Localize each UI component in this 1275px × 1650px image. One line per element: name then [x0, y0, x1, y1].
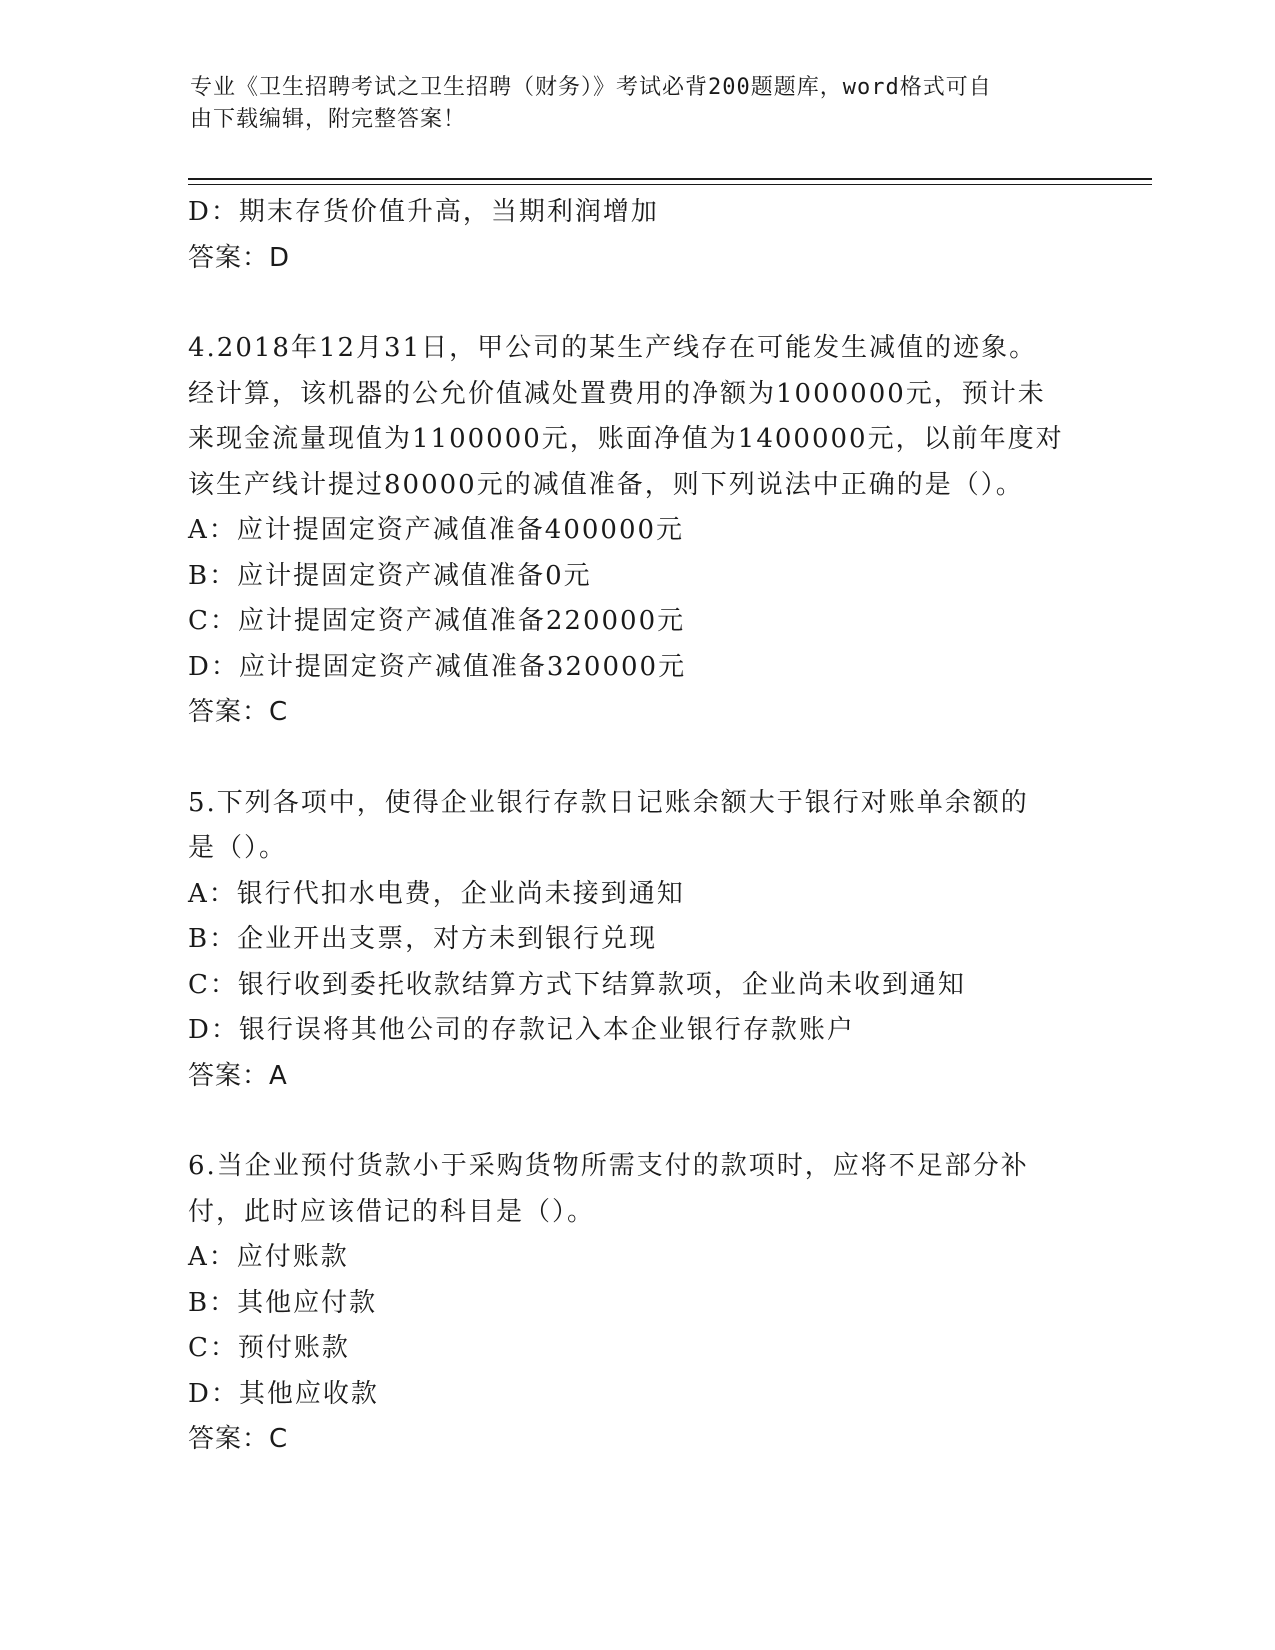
question-5-option-b: B：企业开出支票，对方未到银行兑现: [188, 924, 658, 954]
question-6: [188, 1144, 1068, 1463]
header-rule-thick: [188, 178, 1152, 180]
question-4-line-2: 经计算，该机器的公允价值减处置费用的净额为1000000元，预计未: [188, 378, 1046, 409]
question-6-option-d: D：其他应收款: [188, 1378, 379, 1409]
question-5-option-a: A：银行代扣水电费，企业尚未接到通知: [188, 878, 685, 909]
spacer: [188, 1099, 1068, 1144]
spacer: [188, 736, 1068, 781]
question-5-option-d: D：银行误将其他公司的存款记入本企业银行存款账户: [188, 1015, 855, 1045]
question-content: [188, 190, 1068, 1463]
question-4-line-1: 4.2018年12月31日，甲公司的某生产线存在可能发生减值的迹象。: [188, 333, 1038, 363]
question-5: [188, 781, 1068, 1100]
spacer: [188, 281, 1068, 326]
prev-answer: 答案：D: [188, 242, 291, 273]
question-4: [188, 326, 1068, 736]
question-6-option-c: C：预付账款: [188, 1333, 350, 1363]
question-6-line-1: 6.当企业预付货款小于采购货物所需支付的款项时，应将不足部分补: [188, 1151, 1029, 1181]
question-4-line-3: 来现金流量现值为1100000元，账面净值为1400000元，以前年度对: [188, 424, 1064, 454]
page-header: [190, 72, 1070, 136]
header-line-2: 由下载编辑，附完整答案！: [190, 107, 467, 132]
question-6-option-b: B：其他应付款: [188, 1287, 378, 1318]
question-5-line-2: 是（）。: [188, 833, 288, 863]
question-6-option-a: A：应付账款: [188, 1242, 349, 1272]
question-5-answer: 答案：A: [188, 1060, 288, 1091]
question-4-option-c: C：应计提固定资产减值准备220000元: [188, 606, 686, 636]
header-line-1: 专业《卫生招聘考试之卫生招聘（财务）》考试必背200题题库，word格式可自: [190, 75, 992, 100]
question-4-option-b: B：应计提固定资产减值准备0元: [188, 560, 592, 591]
question-4-answer: 答案：C: [188, 697, 289, 727]
question-4-option-a: A：应计提固定资产减值准备400000元: [188, 515, 685, 545]
question-6-line-2: 付，此时应该借记的科目是（）。: [188, 1196, 596, 1227]
prev-option-d: D：期末存货价值升高，当期利润增加: [188, 197, 659, 227]
question-5-line-1: 5.下列各项中，使得企业银行存款日记账余额大于银行对账单余额的: [188, 787, 1029, 818]
question-5-option-c: C：银行收到委托收款结算方式下结算款项，企业尚未收到通知: [188, 969, 966, 1000]
header-rule-thin: [188, 184, 1152, 185]
question-4-option-d: D：应计提固定资产减值准备320000元: [188, 651, 687, 682]
question-6-answer: 答案：C: [188, 1424, 289, 1454]
question-4-line-4: 该生产线计提过80000元的减值准备，则下列说法中正确的是（）。: [188, 469, 1024, 500]
